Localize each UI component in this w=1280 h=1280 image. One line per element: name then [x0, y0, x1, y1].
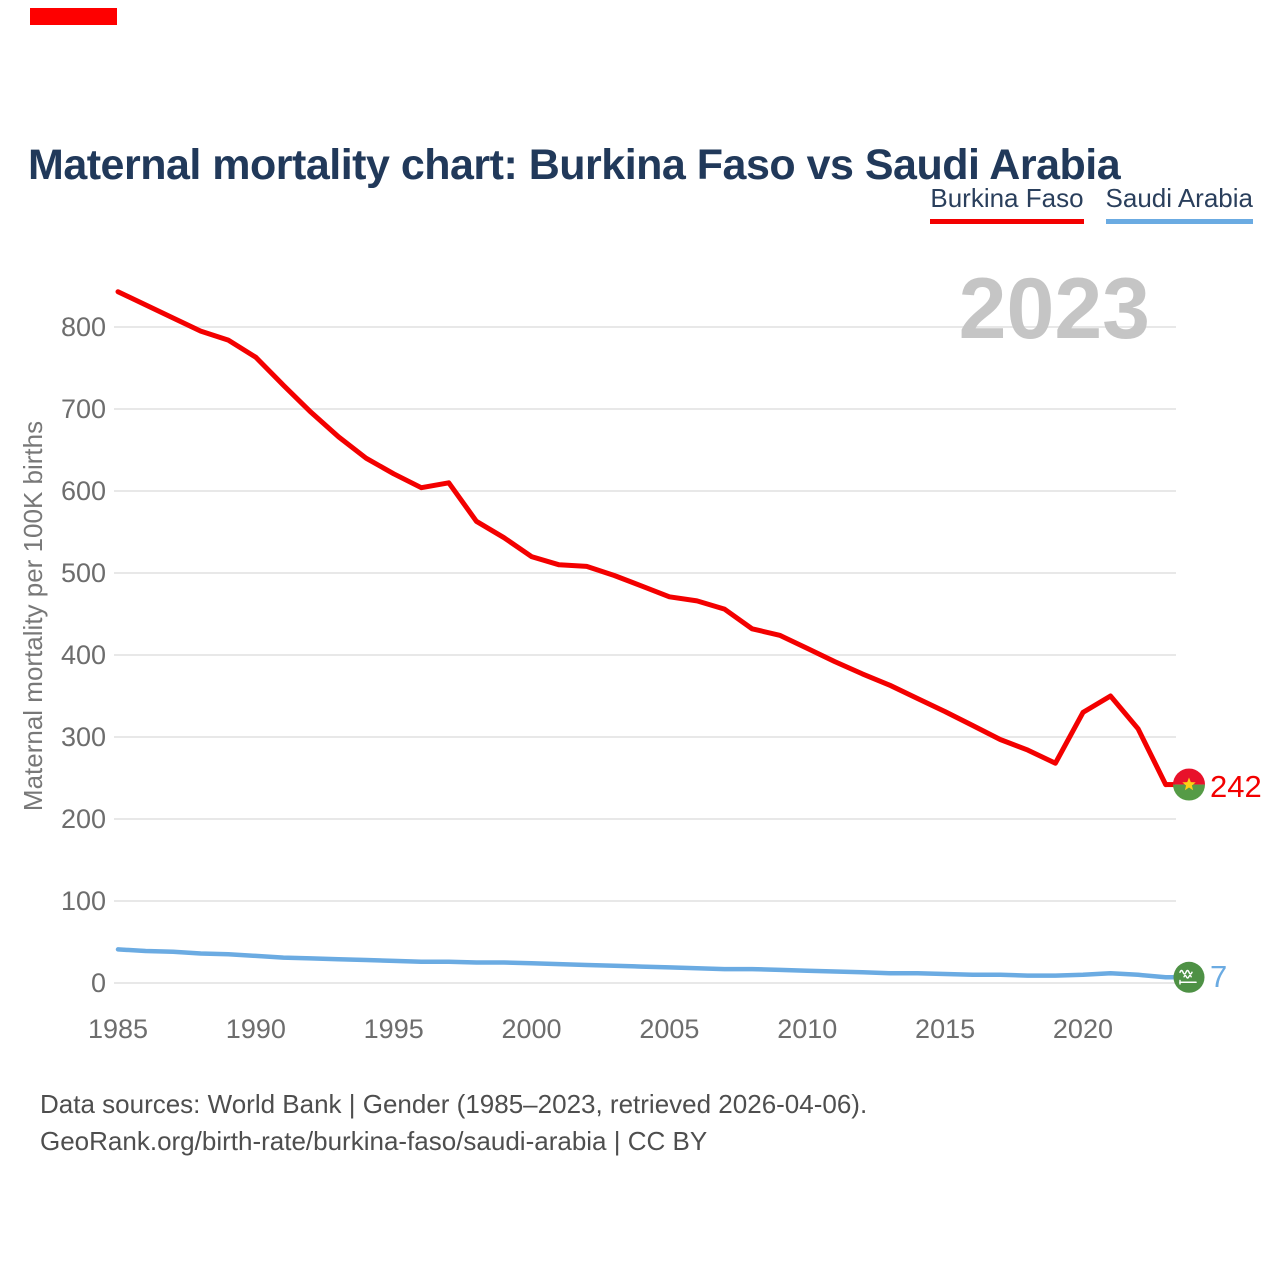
y-tick-label: 100	[60, 886, 106, 916]
page-title: Maternal mortality chart: Burkina Faso vs Saudi Arabia	[28, 140, 1121, 189]
saudi-arabia-flag-icon	[1174, 962, 1205, 993]
saudi-arabia-value-label: 7	[1210, 959, 1228, 994]
series-line-saudi-arabia	[118, 949, 1166, 977]
y-axis-title: Maternal mortality per 100K births	[18, 420, 48, 812]
x-tick-label: 1990	[225, 1014, 286, 1044]
y-tick-label: 600	[60, 476, 106, 506]
y-tick-label: 200	[60, 804, 106, 834]
y-tick-label: 800	[60, 312, 106, 342]
x-tick-label: 2005	[639, 1014, 700, 1044]
burkina-faso-flag-icon	[1173, 769, 1205, 801]
y-tick-label: 700	[60, 394, 106, 424]
y-tick-label: 500	[60, 558, 106, 588]
data-sources-line: Data sources: World Bank | Gender (1985–2023, retrieved 2026-04-06).	[40, 1089, 868, 1119]
attribution-line: GeoRank.org/birth-rate/burkina-faso/saudi-arabia | CC BY	[40, 1126, 708, 1156]
y-tick-label: 0	[90, 968, 106, 998]
legend-item-saudi-arabia[interactable]: Saudi Arabia	[1106, 183, 1253, 224]
x-tick-label: 2020	[1052, 1014, 1113, 1044]
series-line-burkina-faso	[118, 292, 1166, 785]
year-watermark: 2023	[958, 261, 1150, 357]
x-tick-label: 2010	[777, 1014, 838, 1044]
x-tick-label: 1985	[87, 1014, 149, 1044]
y-tick-label: 300	[60, 722, 106, 752]
x-tick-label: 1995	[363, 1014, 424, 1044]
legend-item-burkina-faso[interactable]: Burkina Faso	[930, 183, 1083, 224]
burkina-faso-value-label: 242	[1210, 769, 1262, 804]
x-tick-label: 2015	[915, 1014, 976, 1044]
x-tick-label: 2000	[501, 1014, 562, 1044]
y-tick-label: 400	[60, 640, 106, 670]
